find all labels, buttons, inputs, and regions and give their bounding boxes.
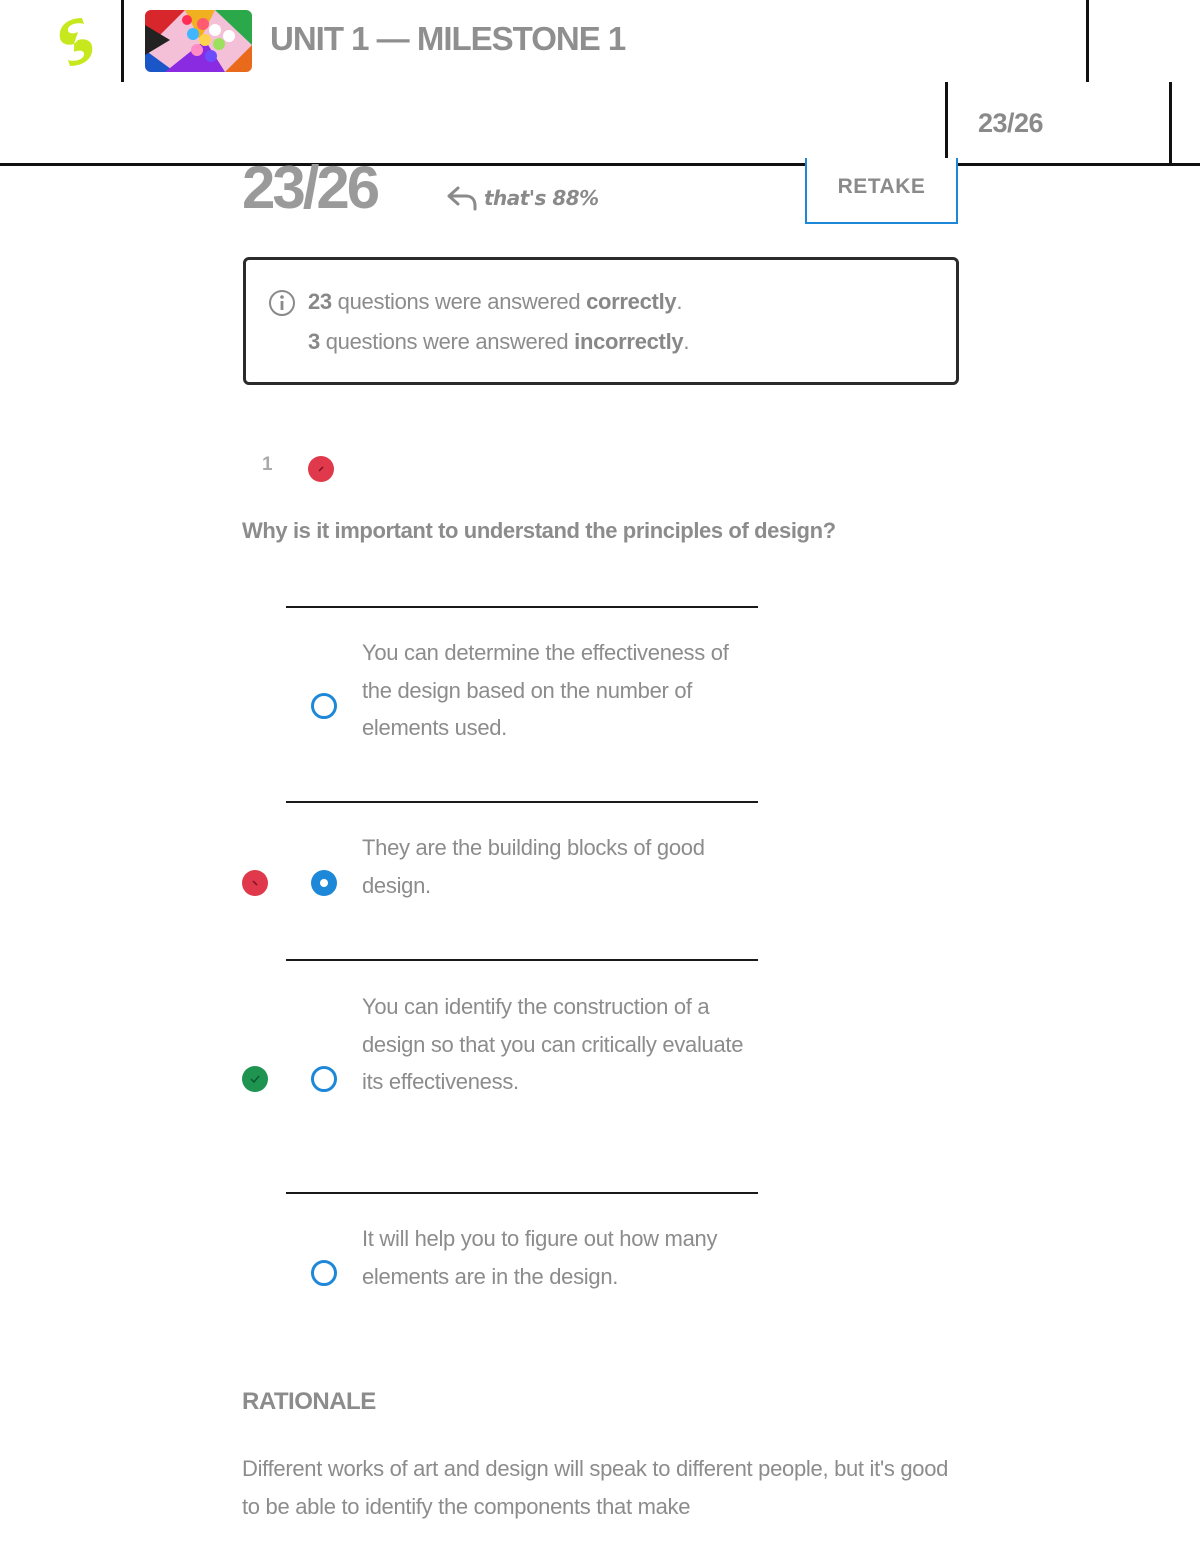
option-divider (286, 959, 758, 961)
option-1-text[interactable]: You can determine the effectiveness of the design based on the number of elements used. (362, 640, 729, 740)
score-box-left-border (945, 82, 948, 164)
option-3-radio[interactable] (310, 1065, 338, 1093)
retake-button[interactable]: RETAKE (805, 158, 958, 224)
rationale-heading: RATIONALE (242, 1388, 376, 1415)
option-divider (286, 801, 758, 803)
course-thumbnail (145, 10, 252, 72)
question-text: Why is it important to understand the principles of design? (242, 518, 836, 543)
reply-arrow-icon (446, 184, 478, 212)
question-number: 1 (262, 454, 273, 475)
score-box-right-border (1169, 82, 1172, 164)
option-divider (286, 1192, 758, 1194)
rationale-text: Different works of art and design will speak to different people, but it's good to be able to identify the components that make (242, 1456, 949, 1519)
summary-correct-line: 23 questions were answered correctly. (308, 289, 683, 314)
incorrect-mark-icon (241, 869, 269, 897)
summary-incorrect-line: 3 questions were answered incorrectly. (308, 329, 690, 354)
option-4-radio[interactable] (310, 1259, 338, 1287)
header-divider (1086, 0, 1089, 82)
correct-mark-icon (241, 1065, 269, 1093)
sophia-logo-icon[interactable] (52, 14, 100, 70)
option-2-text[interactable]: They are the building blocks of good design. (362, 835, 705, 898)
percent-note: that's 88% (484, 186, 599, 210)
info-icon (268, 289, 296, 317)
option-3-text[interactable]: You can identify the construction of a design so that you can critically evaluate its effectiveness. (362, 994, 744, 1094)
header-divider (121, 0, 124, 82)
option-2-radio-selected[interactable] (310, 869, 338, 897)
results-summary (243, 257, 959, 385)
score-total: 23/26 (242, 154, 378, 221)
header-score: 23/26 (978, 108, 1044, 138)
unit-title: UNIT 1 — MILESTONE 1 (270, 20, 626, 57)
option-4-text[interactable]: It will help you to figure out how many elements are in the design. (362, 1226, 718, 1289)
header-bottom-border (0, 163, 1200, 166)
option-divider (286, 606, 758, 608)
option-1-radio[interactable] (310, 692, 338, 720)
incorrect-status-icon (307, 455, 335, 483)
